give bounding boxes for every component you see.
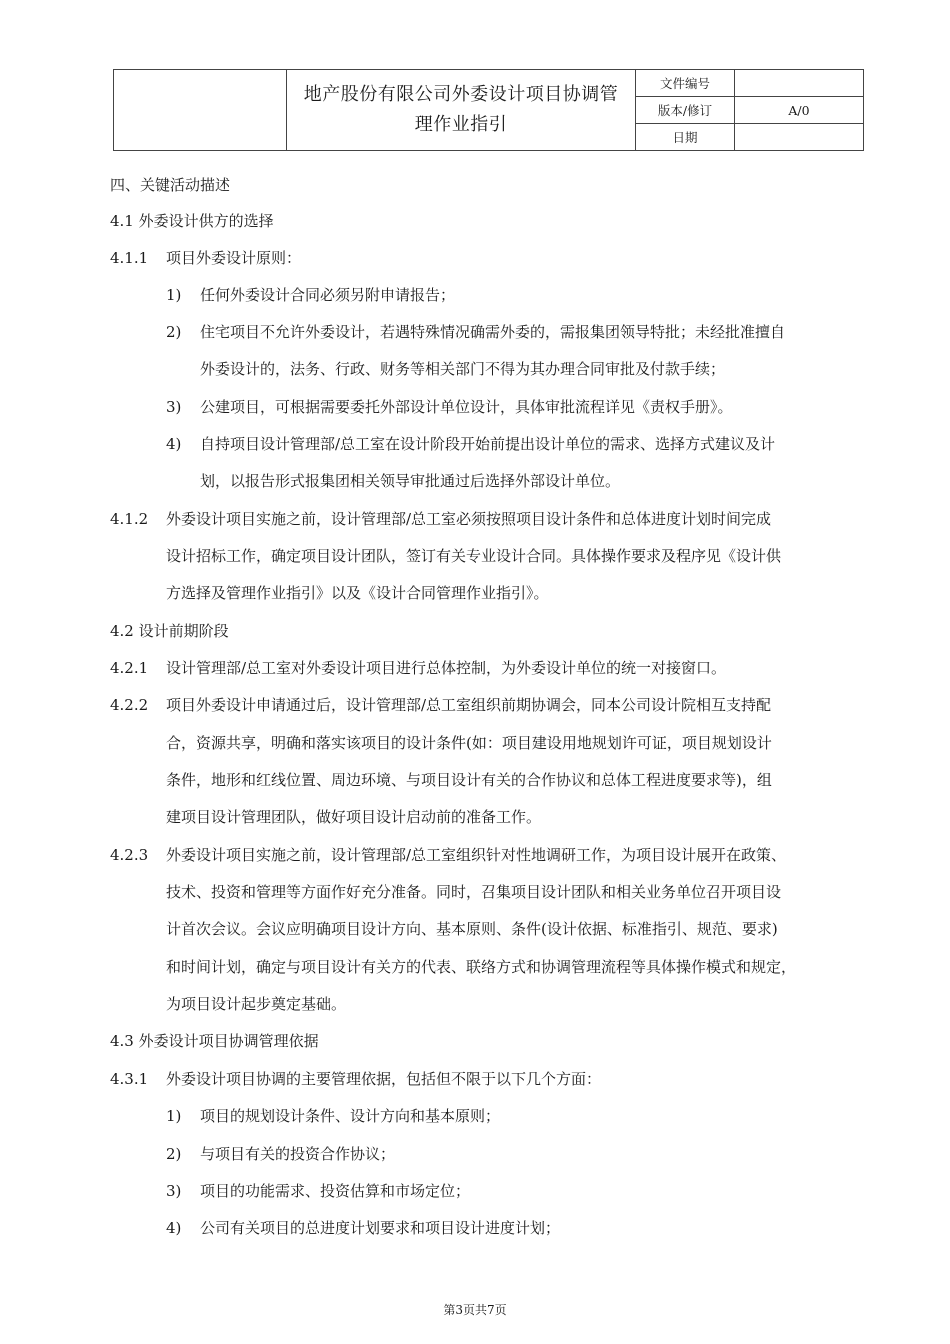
- date-label: 日期: [636, 124, 735, 151]
- heading-4-2: 4.2 设计前期阶段: [110, 622, 229, 640]
- heading-4-3: 4.3 外委设计项目协调管理依据: [110, 1032, 319, 1050]
- document-header-table: [113, 69, 864, 151]
- list-number: 1): [166, 286, 182, 304]
- list-number: 2): [166, 323, 182, 341]
- logo-cell: [114, 70, 287, 151]
- clause-text: 项目外委设计原则：: [166, 249, 302, 267]
- list-item-text-cont: 划，以报告形式报集团相关领导审批通过后选择外部设计单位。: [200, 472, 621, 490]
- list-item-text: 任何外委设计合同必须另附申请报告；: [200, 286, 456, 304]
- list-number: 4): [166, 435, 182, 453]
- clause-text-cont: 技术、投资和管理等方面作好充分准备。同时，召集项目设计团队和相关业务单位召开项目设: [166, 883, 782, 901]
- list-item-text: 公司有关项目的总进度计划要求和项目设计进度计划；: [200, 1219, 561, 1237]
- clause-text: 外委设计项目实施之前，设计管理部/总工室必须按照项目设计条件和总体进度计划时间完成: [166, 510, 772, 528]
- clause-text-cont: 方选择及管理作业指引》以及《设计合同管理作业指引》。: [166, 584, 549, 602]
- list-item-text: 住宅项目不允许外委设计，若遇特殊情况确需外委的，需报集团领导特批；未经批准擅自: [200, 323, 786, 341]
- clause-text-cont: 建项目设计管理团队，做好项目设计启动前的准备工作。: [166, 808, 542, 826]
- doc-number-label: 文件编号: [636, 70, 735, 97]
- list-item-text-cont: 外委设计的，法务、行政、财务等相关部门不得为其办理合同审批及付款手续；: [200, 360, 726, 378]
- clause-text: 设计管理部/总工室对外委设计项目进行总体控制，为外委设计单位的统一对接窗口。: [166, 659, 727, 677]
- version-value: A/0: [735, 97, 864, 124]
- clause-text-cont: 条件，地形和红线位置、周边环境、与项目设计有关的合作协议和总体工程进度要求等)，组: [166, 771, 772, 789]
- section-heading: 四、关键活动描述: [110, 176, 231, 194]
- clause-text-cont: 设计招标工作，确定项目设计团队，签订有关专业设计合同。具体操作要求及程序见《设计供: [166, 547, 782, 565]
- heading-4-1: 4.1 外委设计供方的选择: [110, 212, 274, 230]
- clause-text-cont: 计首次会议。会议应明确项目设计方向、基本原则、条件(设计依据、标准指引、规范、要求): [166, 920, 778, 938]
- date-value: [735, 124, 864, 151]
- clause-text: 外委设计项目协调的主要管理依据，包括但不限于以下几个方面：: [166, 1070, 602, 1088]
- clause-number: 4.2.1: [110, 659, 149, 677]
- page-number: 第3页共7页: [443, 1303, 507, 1317]
- clause-text-cont: 合，资源共享，明确和落实该项目的设计条件(如：项目建设用地规划许可证，项目规划设计: [166, 734, 772, 752]
- list-item-text: 与项目有关的投资合作协议；: [200, 1145, 396, 1163]
- list-number: 3): [166, 1182, 182, 1200]
- clause-number: 4.2.3: [110, 846, 149, 864]
- clause-number: 4.2.2: [110, 696, 149, 714]
- title-line-1: 地产股份有限公司外委设计项目协调管: [303, 84, 619, 105]
- clause-number: 4.1.2: [110, 510, 149, 528]
- list-item-text: 项目的规划设计条件、设计方向和基本原则；: [200, 1107, 501, 1125]
- list-number: 1): [166, 1107, 182, 1125]
- doc-number-value: [735, 70, 864, 97]
- list-item-text: 公建项目，可根据需要委托外部设计单位设计，具体审批流程详见《责权手册》。: [200, 398, 733, 416]
- document-title: [287, 70, 636, 151]
- clause-text-cont: 和时间计划，确定与项目设计有关方的代表、联络方式和协调管理流程等具体操作模式和规定，: [166, 958, 797, 976]
- list-item-text: 自持项目设计管理部/总工室在设计阶段开始前提出设计单位的需求、选择方式建议及计: [200, 435, 776, 453]
- clause-number: 4.3.1: [110, 1070, 149, 1088]
- clause-text: 外委设计项目实施之前，设计管理部/总工室组织针对性地调研工作，为项目设计展开在政策、: [166, 846, 787, 864]
- clause-number: 4.1.1: [110, 249, 149, 267]
- list-number: 4): [166, 1219, 182, 1237]
- list-item-text: 项目的功能需求、投资估算和市场定位；: [200, 1182, 471, 1200]
- clause-text-cont: 为项目设计起步奠定基础。: [166, 995, 347, 1013]
- list-number: 3): [166, 398, 182, 416]
- clause-text: 项目外委设计申请通过后，设计管理部/总工室组织前期协调会，同本公司设计院相互支持配: [166, 696, 772, 714]
- list-number: 2): [166, 1145, 182, 1163]
- title-line-2: 理作业指引: [414, 114, 508, 135]
- version-label: 版本/修订: [636, 97, 735, 124]
